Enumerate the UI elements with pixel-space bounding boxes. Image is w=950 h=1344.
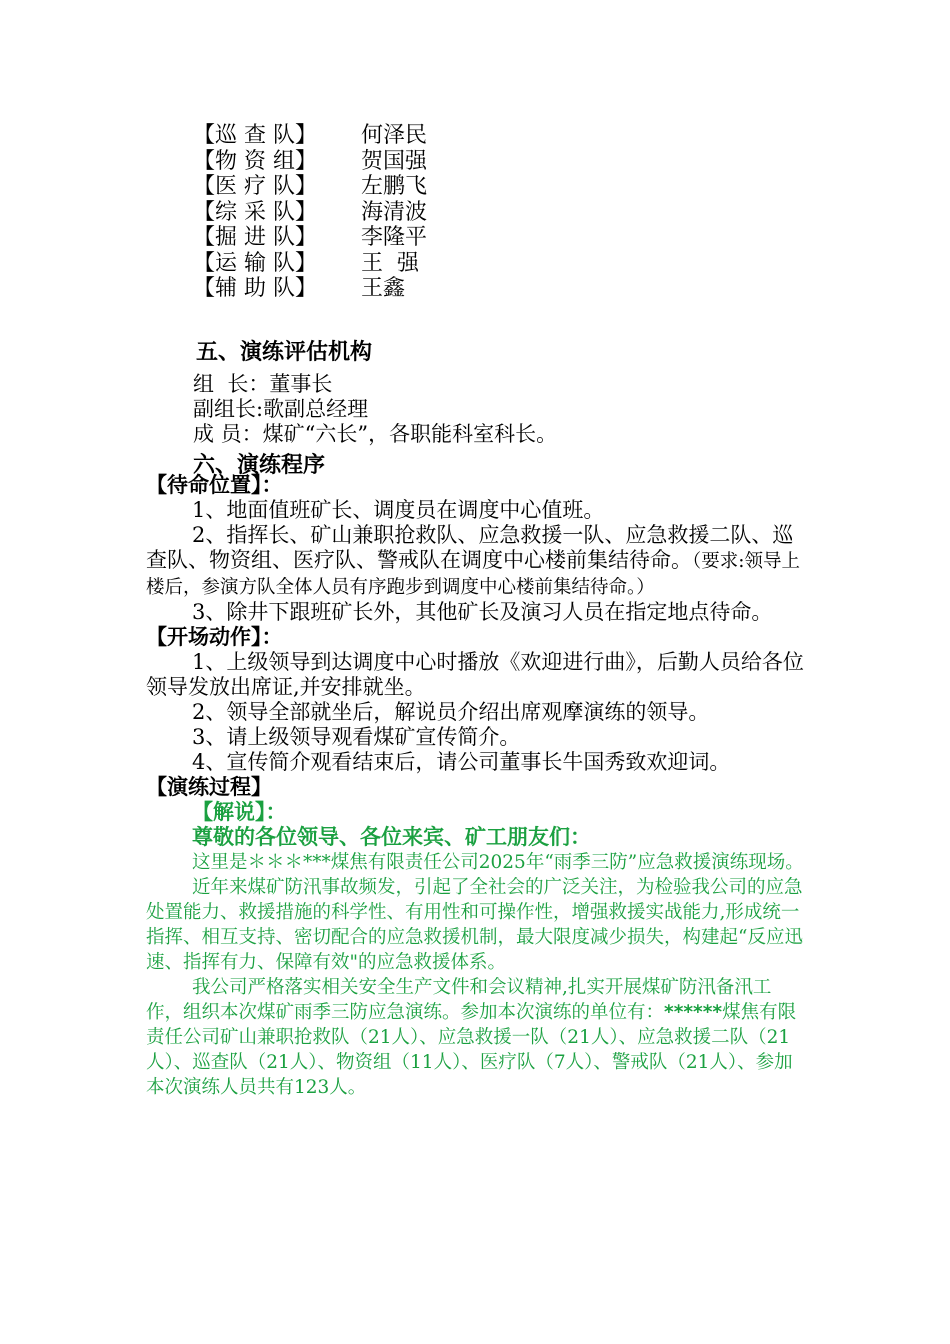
opening-heading: 【开场动作】： xyxy=(146,625,283,649)
narration-paragraph-1: 这里是＊＊＊***煤焦有限责任公司2025年“雨季三防”应急救援演练现场。 xyxy=(192,852,804,873)
standby-item-3: 3、除井下跟班矿长外，其他矿长及演习人员在指定地点待命。 xyxy=(192,600,773,624)
team-leader: 王鑫 xyxy=(361,276,406,301)
standby-heading: 【待命位置】： xyxy=(146,473,283,497)
section-5-title xyxy=(196,335,808,366)
team-row xyxy=(193,251,427,277)
narration-paragraph-2: 近年来煤矿防汛事故频发，引起了全社会的广泛关注，为检验我公司的应急处置能力、救援措施的科学性、有用性和可操作性，增强救援实战能力,形成统一指挥、相互支持、密切配合的应急救援机制，最大限度减少损失，构建起“反应迅速、指挥有力、保障有效"的应急救援体系。 xyxy=(146,877,803,973)
team-leader: 何泽民 xyxy=(361,123,428,148)
procedure-body xyxy=(146,473,808,1100)
narration-paragraph-3 xyxy=(146,975,808,1100)
team-label: 【医 疗 队】 xyxy=(193,174,317,199)
team-label: 【物 资 组】 xyxy=(193,148,317,174)
team-row xyxy=(193,123,427,149)
team-label: 【掘 进 队】 xyxy=(193,225,317,250)
team-label: 【综 采 队】 xyxy=(193,199,317,225)
opening-item-3: 3、请上级领导观看煤矿宣传简介。 xyxy=(192,725,521,749)
process-heading: 【演练过程】 xyxy=(146,775,272,799)
standby-item-1: 1、地面值班矿长、调度员在调度中心值班。 xyxy=(192,498,605,522)
team-leader: 海清波 xyxy=(361,199,428,225)
team-row xyxy=(193,174,427,200)
standby-item-2 xyxy=(146,523,808,600)
opening-item-1: 1、上级领导到达调度中心时播放《欢迎进行曲》，后勤人员给各位领导发放出席证,并安排就坐。 xyxy=(146,650,804,699)
team-row xyxy=(193,200,427,226)
narration-p3-text: 我公司严格落实相关安全生产文件和会议精神,扎实开展煤矿防汛备汛工作，组织本次煤矿雨季三防应急演练。参加本次演练的单位有： xyxy=(146,977,772,1023)
standby-item-2-text: 2、指挥长、矿山兼职抢救队、应急救援一队、应急救援二队、巡查队、物资组、医疗队、警戒队在调度中心楼前集结待命。 xyxy=(146,523,794,572)
section-heading: 六、演练程序 xyxy=(193,453,326,478)
standby-requirement: （要求:领导上楼后，参演方队全体人员有序跑步到调度中心楼前集结待命。） xyxy=(146,551,800,598)
team-label: 【辅 助 队】 xyxy=(193,276,317,301)
narration-p3-units: 煤焦有限责任公司矿山兼职抢救队（21人）、应急救援一队（21人）、应急救援二队（21人）、巡查队（21人）、物资组（11人）、医疗队（7人）、警戒队（21人）、参加本次演练人员共有123人。 xyxy=(146,1002,797,1098)
members-line: 成 员：煤矿“六长”，各职能科室科长。 xyxy=(193,422,558,446)
company-mask: ****** xyxy=(664,1002,723,1023)
team-label: 【运 输 队】 xyxy=(193,250,317,276)
team-leader: 李隆平 xyxy=(361,225,428,250)
opening-item-2: 2、领导全部就坐后，解说员介绍出席观摩演练的领导。 xyxy=(192,700,710,724)
opening-item-4: 4、宣传简介观看结束后，请公司董事长牛国秀致欢迎词。 xyxy=(192,750,731,774)
team-row xyxy=(193,225,427,251)
leader-line: 组 长：董事长 xyxy=(193,372,333,396)
team-leader: 王 强 xyxy=(361,250,419,276)
team-list xyxy=(193,123,427,302)
team-label: 【巡 查 队】 xyxy=(193,123,317,148)
team-leader: 贺国强 xyxy=(361,148,428,174)
greeting-line: 尊敬的各位领导、各位来宾、矿工朋友们： xyxy=(192,825,591,849)
team-row xyxy=(193,276,427,302)
section-heading: 五、演练评估机构 xyxy=(196,340,373,365)
team-leader: 左鹏飞 xyxy=(361,174,428,199)
narration-heading: 【解说】： xyxy=(192,800,287,824)
team-row xyxy=(193,149,427,175)
vice-leader-line: 副组长:歌副总经理 xyxy=(193,397,369,421)
evaluation-org xyxy=(193,372,808,447)
